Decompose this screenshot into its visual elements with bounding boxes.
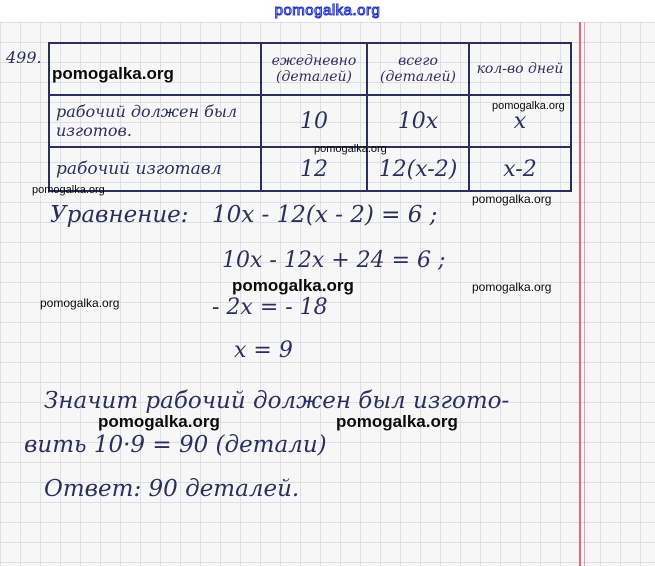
header-days: кол-во дней [469, 43, 571, 95]
equation-label: Уравнение: [50, 202, 189, 228]
conclusion-line-1: Значит рабочий должен был изгото- [44, 388, 510, 414]
cell-total-actual: 12(x-2) [367, 147, 469, 191]
cell-total-planned: 10x [367, 95, 469, 147]
problem-number: 499. [6, 48, 42, 67]
table-row [49, 147, 571, 191]
watermark: pomogalka.org [32, 184, 105, 196]
margin-line-secondary [584, 22, 585, 566]
watermark: pomogalka.org [336, 412, 458, 431]
conclusion-line-2: вить 10·9 = 90 (детали) [24, 432, 327, 458]
cell-days-planned: x [469, 95, 571, 147]
cell-daily-actual: 12 [261, 147, 367, 191]
header-daily: ежедневно (деталей) [261, 43, 367, 95]
row-label-actual: рабочий изготавл [49, 147, 261, 191]
equation-line-3: - 2x = - 18 [212, 295, 328, 320]
equation-line-1: 10x - 12(x - 2) = 6 ; [212, 202, 438, 228]
answer-line: Ответ: 90 деталей. [44, 476, 300, 502]
watermark: pomogalka.org [314, 143, 387, 155]
watermark: pomogalka.org [40, 296, 120, 310]
margin-line [579, 22, 581, 566]
cell-daily-planned: 10 [261, 95, 367, 147]
watermark: pomogalka.org [98, 412, 220, 431]
watermark: pomogalka.org [472, 192, 552, 206]
row-label-planned: рабочий должен был изготов. [49, 95, 261, 147]
header-total: всего (деталей) [367, 43, 469, 95]
equation-line-4: x = 9 [234, 338, 293, 363]
watermark: pomogalka.org [232, 276, 354, 295]
site-watermark-header: pomogalka.org [274, 2, 381, 19]
watermark: pomogalka.org [52, 64, 174, 83]
watermark: pomogalka.org [492, 100, 565, 112]
watermark: pomogalka.org [472, 280, 552, 294]
equation-line-2: 10x - 12x + 24 = 6 ; [222, 248, 446, 273]
cell-days-actual: x-2 [469, 147, 571, 191]
